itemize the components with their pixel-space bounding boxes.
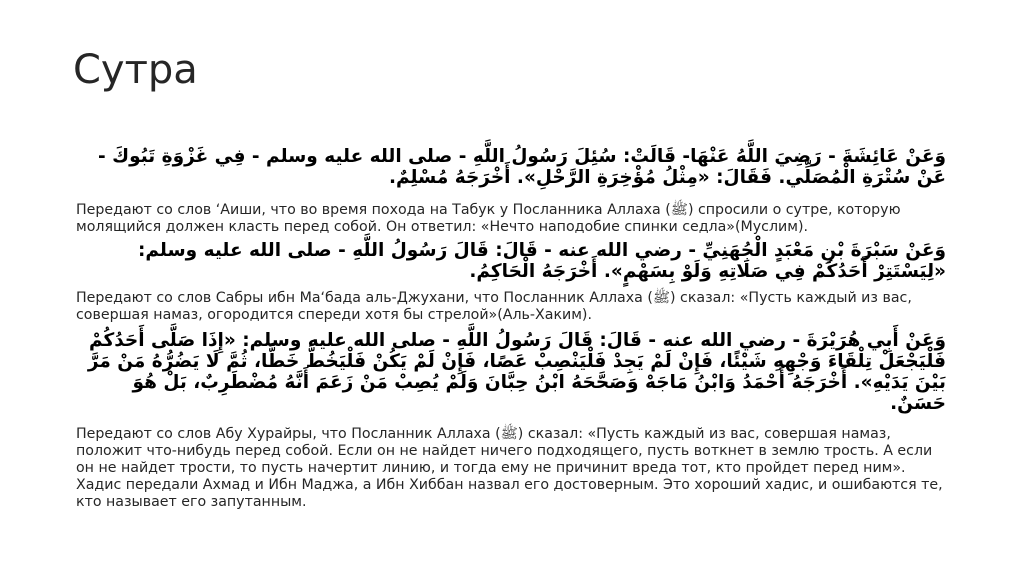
hadith-translation-2: Передают со слов Сабры ибн Ма‘бада аль-Джухани, что Посланник Аллаха (ﷺ) сказал: «Пусть каждый из вас, совершая намаз, огородится спереди хотя бы стрелой»(Аль-Хаким).	[76, 290, 912, 323]
hadith-translation-3: Передают со слов Абу Хурайры, что Посланник Аллаха (ﷺ) сказал: «Пусть каждый из вас, совершая намаз, положит что-нибудь перед собой. Если он не найдет ничего подходящего, пусть воткнет в землю трость. А если он не найдет трости, то пусть начертит линию, и тогда ему не причинит вреда тот, кто пройдет перед ним». Хадис передали Ахмад и Ибн Маджа, а Ибн Хиббан назвал его достоверным. Это хороший хадис, и ошибаются те, кто называет его запутанным.	[76, 426, 943, 510]
hadith-arabic-3: وَعَنْ أَبِي هُرَيْرَةَ - رضي الله عنه - قَالَ: قَالَ رَسُولُ اللَّهِ - صلى الله عليه وسلم: «إِذَا صَلَّى أَحَدُكُمْ فَلْيَجْعَلْ تِلْقَاءَ وَجْهِهِ شَيْئًا، فَإِنْ لَمْ يَجِدْ فَلْيَنْصِبْ عَصًا، فَإِنْ لَمْ يَكُنْ فَلْيَخُطَّ خَطًّا، ثُمَّ لَا يَضُرُّهُ مَنْ مَرَّ بَيْنَ يَدَيْهِ». أَخْرَجَهُ أَحْمَدُ وَابْنُ مَاجَهْ وَصَحَّحَهُ ابْنُ حِبَّانَ وَلَمْ يُصِبْ مَنْ زَعَمَ أَنَّهُ مُضْطَرِبٌ، بَلْ هُوَ حَسَنٌ.	[87, 330, 946, 414]
hadith-arabic-2: وَعَنْ سَبْرَةَ بْنِ مَعْبَدٍ الْجُهَنِيِّ - رضي الله عنه - قَالَ: قَالَ رَسُولُ اللَّهِ - صلى الله عليه وسلم: «لِيَسْتَتِرْ أَحَدُكُمْ فِي صَلَاتِهِ وَلَوْ بِسَهْمٍ». أَخْرَجَهُ الْحَاكِمُ.	[138, 240, 946, 282]
slide-title: Сутра	[73, 47, 198, 93]
hadith-translation-1: Передают со слов ‘Аиши, что во время похода на Табук у Посланника Аллаха (ﷺ) спросили о сутре, которую молящийся должен класть перед собой. Он ответил: «Нечто наподобие спинки седла»(Муслим).	[76, 202, 901, 235]
hadith-arabic-1: وَعَنْ عَائِشَةَ - رَضِيَ اللَّهُ عَنْهَا- قَالَتْ: سُئِلَ رَسُولُ اللَّهِ - صلى الله عليه وسلم - فِي غَزْوَةِ تَبُوكَ - عَنْ سُتْرَةِ الْمُصَلِّي. فَقَالَ: «مِثْلُ مُؤْخِرَةِ الرَّحْلِ». أَخْرَجَهُ مُسْلِمٌ.	[98, 146, 946, 188]
slide-content	[76, 146, 946, 511]
